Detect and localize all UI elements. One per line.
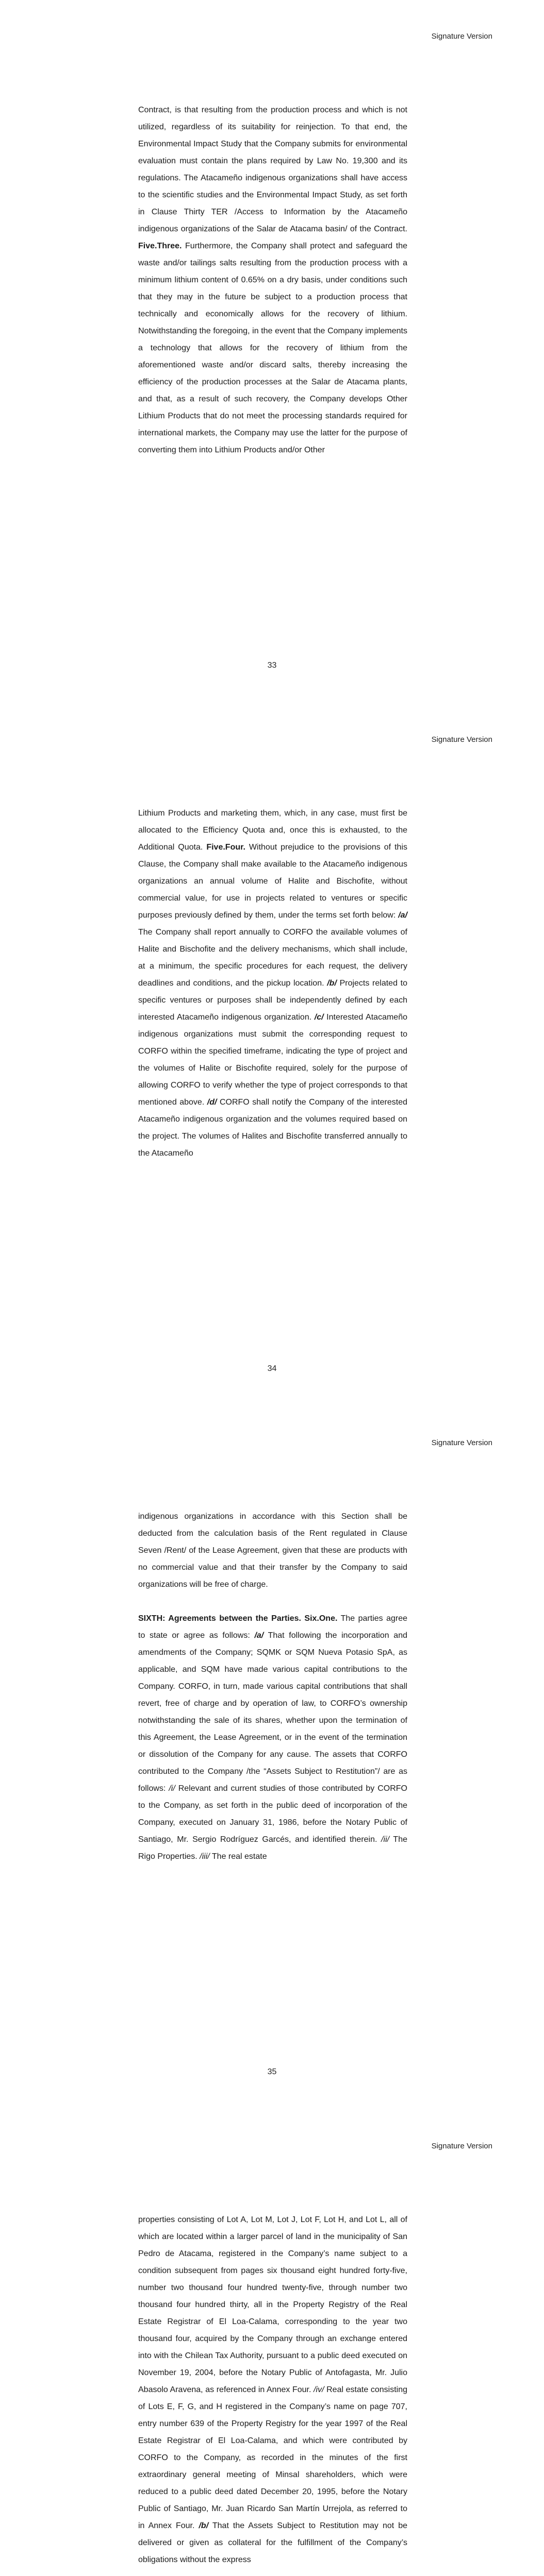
page-header: Signature Version — [431, 32, 492, 41]
text-run: Real estate consisting of Lots E, F, G, and H registered in the Company’s name on page 707, entry number 639 of the Property Registry for the year 1997 of the Real Estate Registrar of El Loa-Calama, and which were contributed by CORFO to the Company, as recorded in the minutes of the first extraordinary general meeting of Minsal shareholders, which were reduced to a public deed dated December 20, 1995, before the Notary Public of Santiago, Mr. Juan Ricardo San Martín Urrejola, as referred to in Annex Four. — [138, 2385, 407, 2530]
text-run: Relevant and current studies of those contributed by CORFO to the Company, as set forth in the public deed of incorporation of the Company, executed on January 31, 1986, before the Notary Public of Santiago, Mr. Sergio Rodríguez Garcés, and identified therein. — [138, 1784, 407, 1844]
page-body — [138, 805, 407, 1162]
page-body — [138, 1508, 407, 1865]
paragraph — [138, 2211, 407, 2568]
paragraph — [138, 1508, 407, 1593]
text-run: /a/ — [398, 911, 407, 920]
text-run: That following the incorporation and amendments of the Company; SQMK or SQM Nueva Potasio SpA, as applicable, and SQM have made various capital contributions to the Company. CORFO, in turn, made various capital contributions that shall revert, free of charge and by operation of law, to CORFO’s ownership notwithstanding the sale of its shares, whether upon the termination of this Agreement, the Lease Agreement, or in the event of the termination or dissolution of the Company for any cause. The assets that CORFO contributed to the Company /the “Assets Subject to Restitution”/ are as follows: — [138, 1631, 407, 1793]
text-run: /b/ — [199, 2521, 209, 2530]
paragraph — [138, 1610, 407, 1865]
paragraph — [138, 805, 407, 1162]
text-run: /c/ — [314, 1013, 324, 1022]
page-36 — [0, 2110, 544, 2576]
text-run: indigenous organizations in accordance with this Section shall be deducted from the calculation basis of the Rent regulated in Clause Seven /Rent/ of the Lease Agreement, given that these are products with no commercial value and that their transfer by the Company to said organizations will be free of charge. — [138, 1512, 407, 1589]
text-run: Furthermore, the Company shall protect and safeguard the waste and/or tailings salts resulting from the production process with a minimum lithium content of 0.65% on a dry basis, under conditions such that they may in the future be subject to a production process that technically and economically allows for the recovery of lithium. Notwithstanding the foregoing, in the event that the Company implements a technology that allows for the recovery of lithium from the aforementioned waste and/or discard salts, thereby increasing the efficiency of the production processes at the Salar de Atacama plants, and that, as a result of such recovery, the Company develops Other Lithium Products that do not meet the processing standards required for international markets, the Company may use the latter for the purpose of converting them into Lithium Products and/or Other — [138, 242, 407, 454]
text-run: Lithium Products and marketing them, which, in any case, must first be allocated to the Efficiency Quota and, once this is exhausted, to the Additional Quota. — [138, 809, 407, 852]
page-34 — [0, 703, 544, 1406]
text-run: The Company shall report annually to CORFO the available volumes of Halite and Bischofite and the delivery mechanisms, which shall include, at a minimum, the specific procedures for each request, the delivery deadlines and conditions, and the pickup location. — [138, 928, 407, 988]
page-header: Signature Version — [431, 2142, 492, 2150]
text-run: Contract, is that resulting from the production process and which is not utilized, regardless of its suitability for reinjection. To that end, the Environmental Impact Study that the Company submits for environmental evaluation must contain the plans required by Law No. 19,300 and its regulations. The Atacameño indigenous organizations shall have access to the scientific studies and the Environmental Impact Study, as set forth in Clause Thirty TER /Access to Information by the Atacameño indigenous organizations of the Salar de Atacama basin/ of the Contract. — [138, 106, 407, 233]
text-run: /d/ — [207, 1098, 217, 1107]
text-run: properties consisting of Lot A, Lot M, Lot J, Lot F, Lot H, and Lot L, all of which are located within a larger parcel of land in the municipality of San Pedro de Atacama, registered in the Company’s name subject to a condition subsequent from pages six thousand eight hundred forty-five, number two thousand four hundred twenty-five, through number two thousand four hundred thirty, all in the Property Registry of the Real Estate Registrar of El Loa-Calama, corresponding to the year two thousand four, acquired by the Company through an exchange entered into with the Chilean Tax Authority, pursuant to a public deed executed on November 19, 2004, before the Notary Public of Antofagasta, Mr. Julio Abasolo Aravena, as referenced in Annex Four. — [138, 2215, 407, 2394]
page-body — [138, 101, 407, 459]
text-run: CORFO shall notify the Company of the interested Atacameño indigenous organization and the volumes required based on the project. The volumes of Halites and Bischofite transferred annually to the Atacameño — [138, 1098, 407, 1158]
text-run: SIXTH: Agreements between the Parties. Six.One. — [138, 1614, 338, 1623]
text-run: /i/ — [169, 1784, 175, 1793]
text-run: Five.Three. — [138, 242, 182, 250]
text-run: The Rigo Properties. — [138, 1835, 407, 1861]
page-body — [138, 2211, 407, 2568]
text-run: The parties agree to state or agree as follows: — [138, 1614, 408, 1640]
text-run: /iv/ — [314, 2385, 324, 2394]
text-run: /a/ — [254, 1631, 264, 1640]
page-33 — [0, 0, 544, 703]
text-run: Five.Four. — [206, 843, 245, 852]
page-number: 33 — [267, 661, 277, 670]
paragraph — [138, 101, 407, 459]
text-run: Interested Atacameño indigenous organizations must submit the corresponding request to CORFO within the specified timeframe, indicating the type of project and the volumes of Halite or Bischofite required, solely for the purpose of allowing CORFO to verify whether the type of project corresponds to that mentioned above. — [138, 1013, 407, 1107]
text-run: /ii/ — [381, 1835, 390, 1844]
text-run: /b/ — [327, 979, 337, 988]
text-run: That the Assets Subject to Restitution may not be delivered or given as collateral for the fulfillment of the Company’s obligations without the express — [138, 2521, 407, 2564]
page-header: Signature Version — [431, 735, 492, 744]
page-35 — [0, 1406, 544, 2110]
page-number: 34 — [267, 1364, 277, 1373]
text-run: /iii/ — [200, 1852, 210, 1861]
page-header: Signature Version — [431, 1438, 492, 1447]
page-number: 35 — [267, 2067, 277, 2076]
text-run: Without prejudice to the provisions of this Clause, the Company shall make available to the Atacameño indigenous organizations an annual volume of Halite and Bischofite, without commercial value, for use in projects related to ventures or specific purposes previously defined by them, under the terms set forth below: — [138, 843, 407, 920]
text-run: The real estate — [209, 1852, 267, 1861]
text-run: Projects related to specific ventures or purposes shall be independently defined by each interested Atacameño indigenous organization. — [138, 979, 407, 1022]
